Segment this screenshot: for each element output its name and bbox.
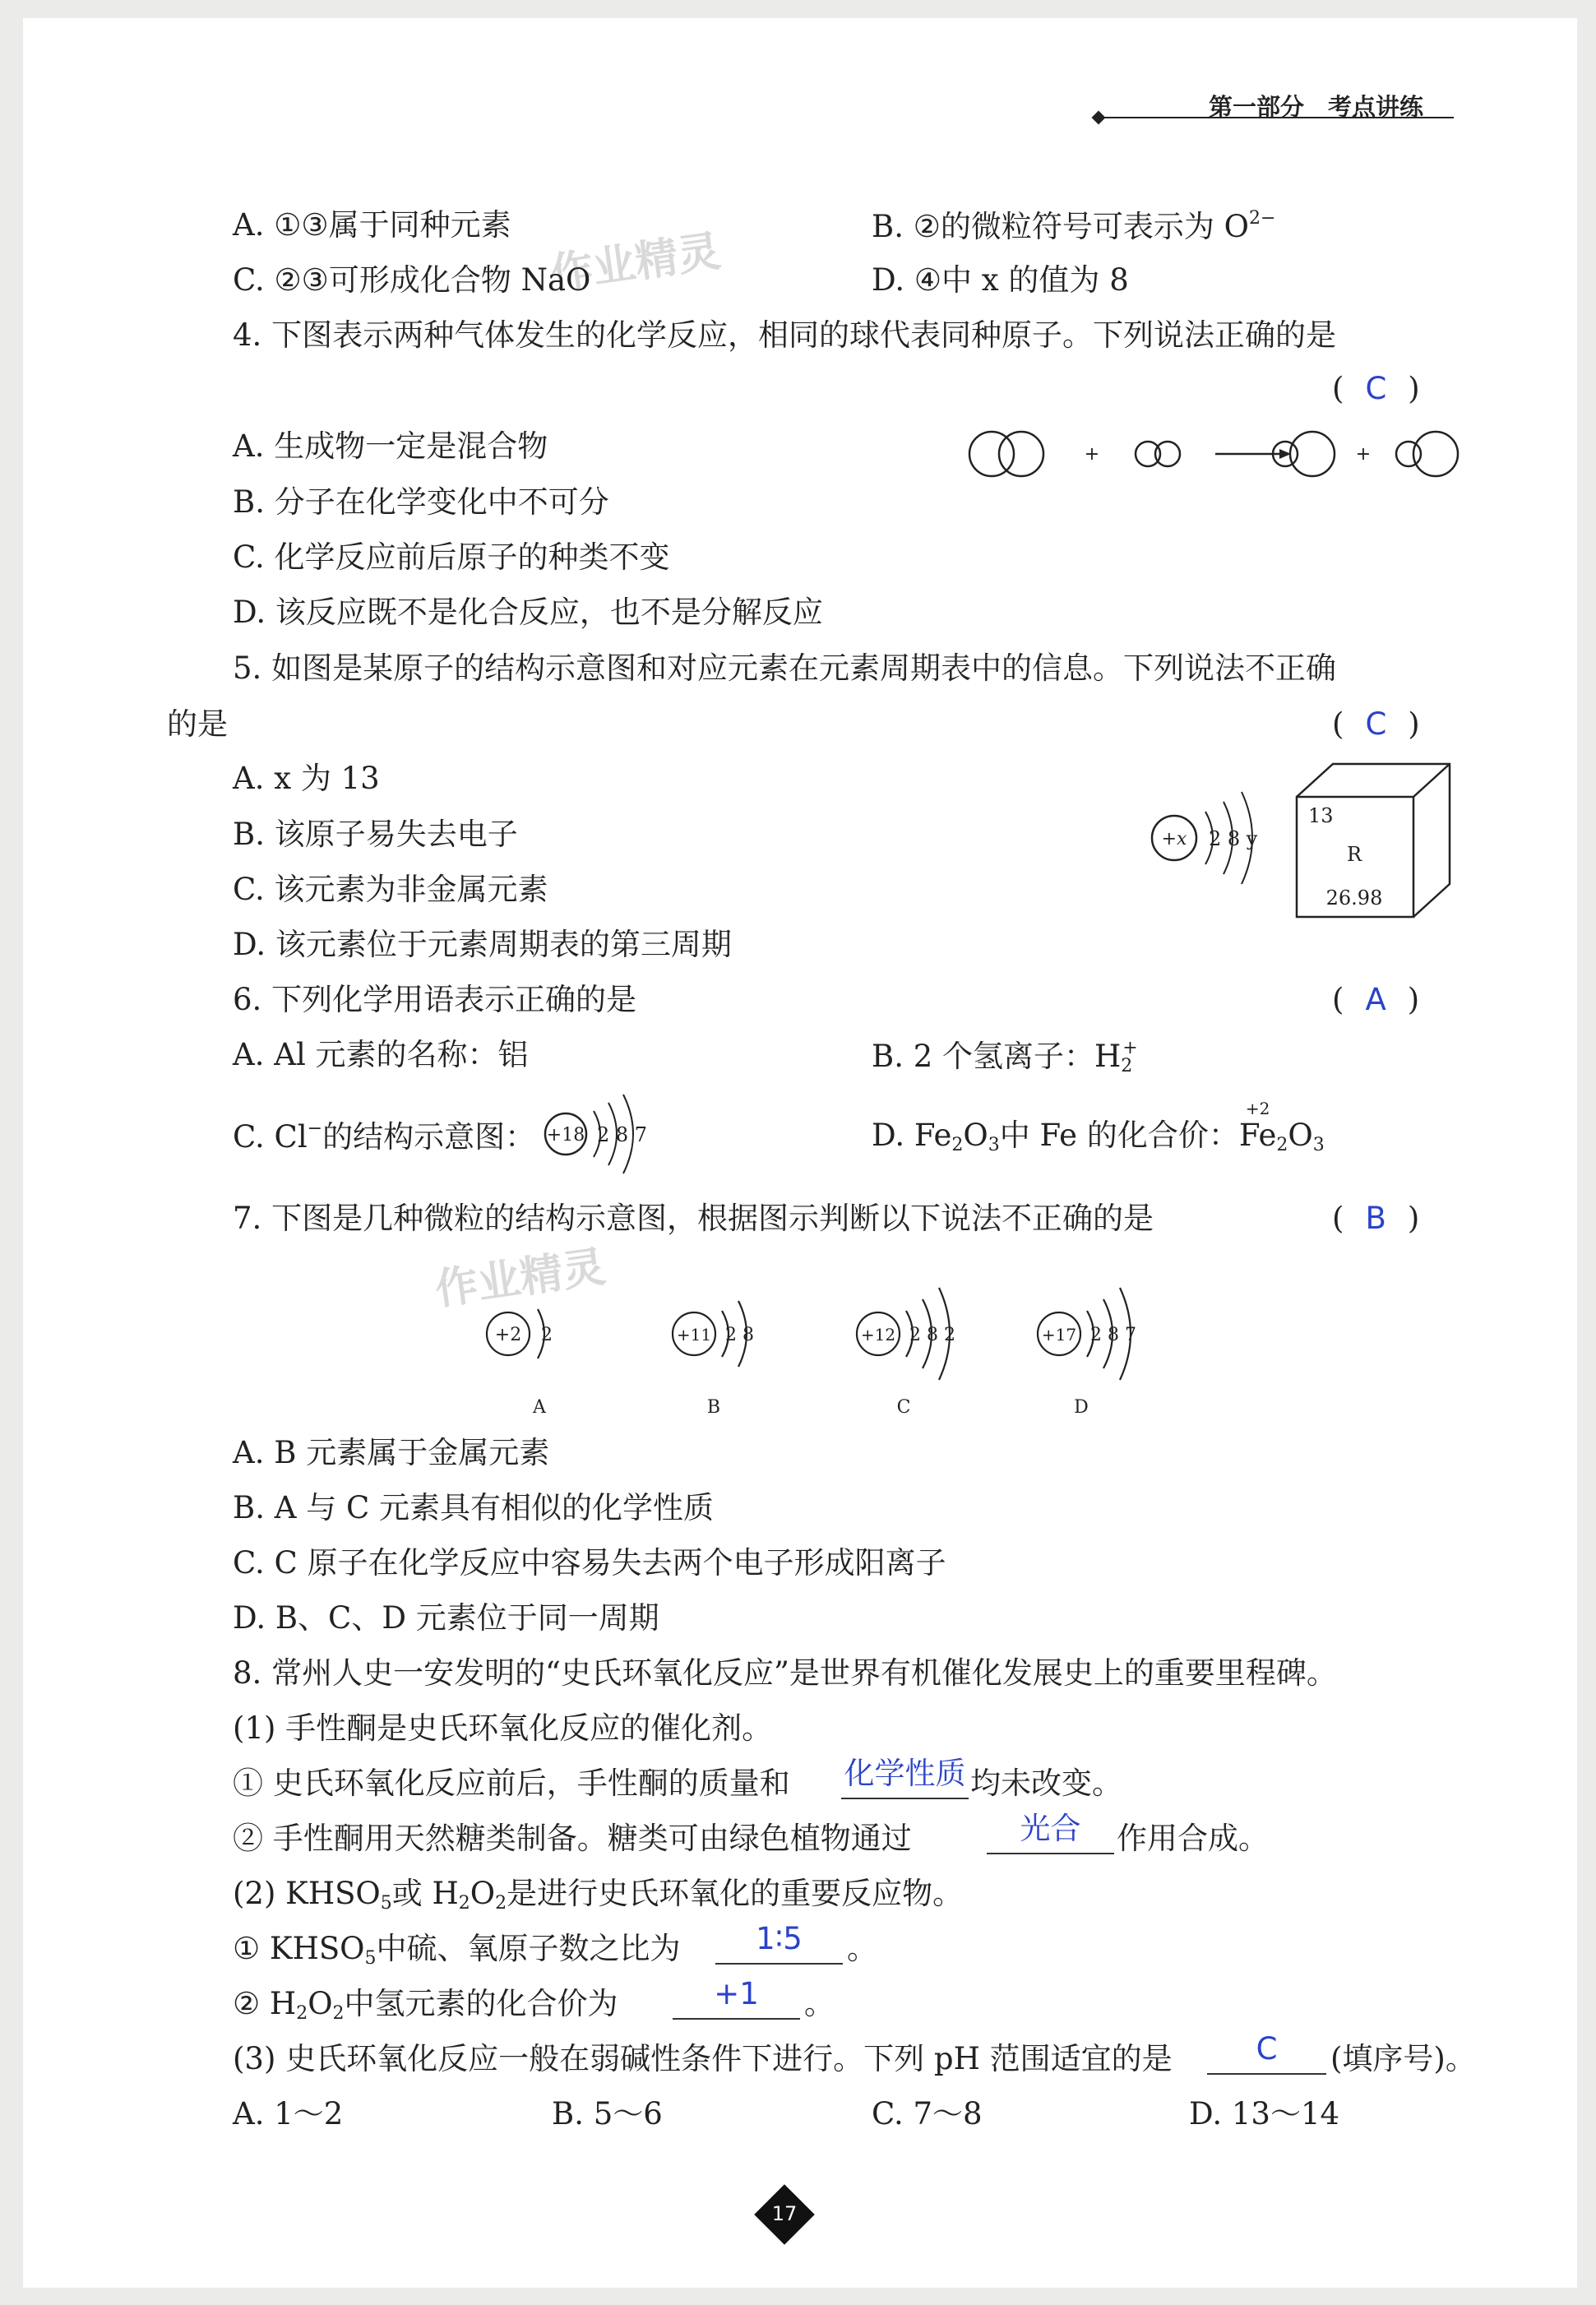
q8-stem: 8. 常州人史一安发明的“史氏环氧化反应”是世界有机催化发展史上的重要里程碑。 [233,1655,1337,1691]
q4-option-c: C. 化学反应前后原子的种类不变 [233,539,670,575]
q7-atom-b-label: B [706,1397,721,1418]
q5-option-c: C. 该元素为非金属元素 [233,872,548,907]
q8-part1a-suffix: 均未改变。 [970,1766,1122,1801]
q5-atomic-mass: 26.98 [1325,886,1383,910]
q5-option-d: D. 该元素位于元素周期表的第三周期 [233,927,732,962]
q7-stem: 7. 下图是几种微粒的结构示意图，根据图示判断以下说法不正确的是 [233,1201,1154,1236]
q5-element-symbol: R [1346,843,1362,866]
q7-atom-b-shells: 2 8 [725,1325,754,1345]
q4-option-a: A. 生成物一定是混合物 [233,428,548,464]
q3-option-c: C. ②③可形成化合物 NaO [233,262,591,298]
q8-option-d: D. 13～14 [1189,2096,1340,2131]
q7-atom-c-label: C [896,1397,911,1418]
q8-option-c: C. 7～8 [872,2096,983,2131]
q3-option-b: B. ②的微粒符号可表示为 $O^{2-}$ [872,208,1276,244]
q5-nucleus-label: +x [1161,829,1187,849]
q6-stem: 6. 下列化学用语表示正确的是 [233,982,637,1017]
q4-answer-bracket: ( C ) [1332,371,1420,406]
q8-part3-suffix: (填序号)。 [1330,2041,1476,2076]
header-label: 第一部分 考点讲练 [1209,93,1424,121]
q8-part1b-answer: 光合 [987,1817,1114,1854]
q8-part2b-answer: +1 [673,1982,800,2020]
q5-atom-diagram [1150,787,1289,894]
q8-part1a-prefix: ① 史氏环氧化反应前后，手性酮的质量和 [233,1766,790,1801]
q4-stem: 4. 下图表示两种气体发生的化学反应，相同的球代表同种原子。下列说法正确的是 [233,317,1337,353]
q8-part1a-answer: 化学性质 [841,1761,969,1799]
q7-atom-b-nucleus: +11 [676,1325,712,1345]
q8-part2a-answer: 1∶5 [715,1927,843,1965]
q3-option-d: D. ④中 x 的值为 8 [872,262,1129,298]
q5-option-b: B. 该原子易失去电子 [233,817,518,852]
q7-atom-d-shells: 2 8 7 [1090,1325,1136,1345]
q4-option-d: D. 该反应既不是化合反应，也不是分解反应 [233,595,823,630]
watermark: 作业精灵 [432,1242,608,1316]
q8-option-a: A. 1～2 [233,2096,344,2131]
q7-atom-diagrams [459,1252,1158,1433]
q7-atom-c-shells: 2 8 2 [909,1325,955,1345]
q7-option-b: B. A 与 C 元素具有相似的化学性质 [233,1490,715,1525]
q8-part3-prefix: (3) 史氏环氧化反应一般在弱碱性条件下进行。下列 pH 范围适宜的是 [233,2041,1173,2076]
q7-answer-bracket: ( B ) [1332,1201,1420,1236]
q8-part3-answer: C [1207,2037,1326,2075]
q7-atom-a-nucleus: +2 [494,1325,522,1345]
page-number: 17 [771,2202,798,2225]
q8-part2b-suffix: 。 [804,1986,835,2021]
q8-part1: (1) 手性酮是史氏环氧化反应的催化剂。 [233,1710,773,1746]
q5-answer-bracket: ( C ) [1332,706,1420,742]
q5-shell-electrons: 2 8 y [1209,827,1258,850]
q3-option-a: A. ①③属于同种元素 [233,207,511,243]
q5-stem-line2: 的是 [167,706,228,742]
q6-valence: +2 [1245,1099,1270,1118]
q6-option-a: A. Al 元素的名称：铝 [233,1037,529,1072]
watermark: 作业精灵 [547,226,724,300]
q7-atom-c-nucleus: +12 [860,1325,896,1345]
q8-part1b-suffix: 作用合成。 [1117,1821,1269,1856]
q7-option-d: D. B、C、D 元素位于同一周期 [233,1600,659,1636]
q6-answer-bracket: ( A ) [1332,982,1420,1017]
q7-option-a: A. B 元素属于金属元素 [233,1435,550,1470]
q5-option-a: A. x 为 13 [233,761,380,796]
q5-stem-line1: 5. 如图是某原子的结构示意图和对应元素在元素周期表中的信息。下列说法不正确 [233,650,1337,686]
q8-part2b-prefix: ② $H_2O_2$中氢元素的化合价为 [233,1986,618,2024]
q4-plus-sign: + [1084,444,1100,465]
q4-option-b: B. 分子在化学变化中不可分 [233,484,609,520]
q6-option-c: C. Cl−的结构示意图： [233,1118,536,1155]
q4-reaction-diagram [960,425,1470,483]
page [23,18,1577,2288]
q5-periodic-cell [1293,761,1458,921]
q8-part2a-suffix: 。 [847,1931,877,1966]
q8-part2: (2) $KHSO_5$或 $H_2O_2$是进行史氏环氧化的重要反应物。 [233,1876,964,1914]
q7-option-c: C. C 原子在化学反应中容易失去两个电子形成阳离子 [233,1545,946,1581]
q7-atom-a-label: A [533,1397,546,1418]
q8-part2a-prefix: ① $KHSO_5$中硫、氧原子数之比为 [233,1931,681,1969]
q6-option-b: B. 2 个氢离子：$H_2^+$ [872,1038,1138,1076]
q6-option-d: D. $Fe_2O_3$中 Fe 的化合价： +2 $Fe_2O_3$ [872,1099,1325,1155]
q7-atom-d-nucleus: +17 [1041,1325,1077,1345]
q8-option-b: B. 5～6 [552,2096,663,2131]
q6-shell-electrons: 2 8 7 [597,1123,648,1146]
q7-atom-a-shells: 2 [541,1325,553,1345]
q8-part1b-prefix: ② 手性酮用天然糖类制备。糖类可由绿色植物通过 [233,1821,912,1856]
q7-atom-d-label: D [1074,1397,1089,1418]
q4-plus-sign: + [1355,444,1372,465]
q5-atomic-number: 13 [1308,804,1334,827]
q6-nucleus-label: +18 [546,1125,585,1146]
q6-cl-ion-diagram [541,1091,681,1182]
